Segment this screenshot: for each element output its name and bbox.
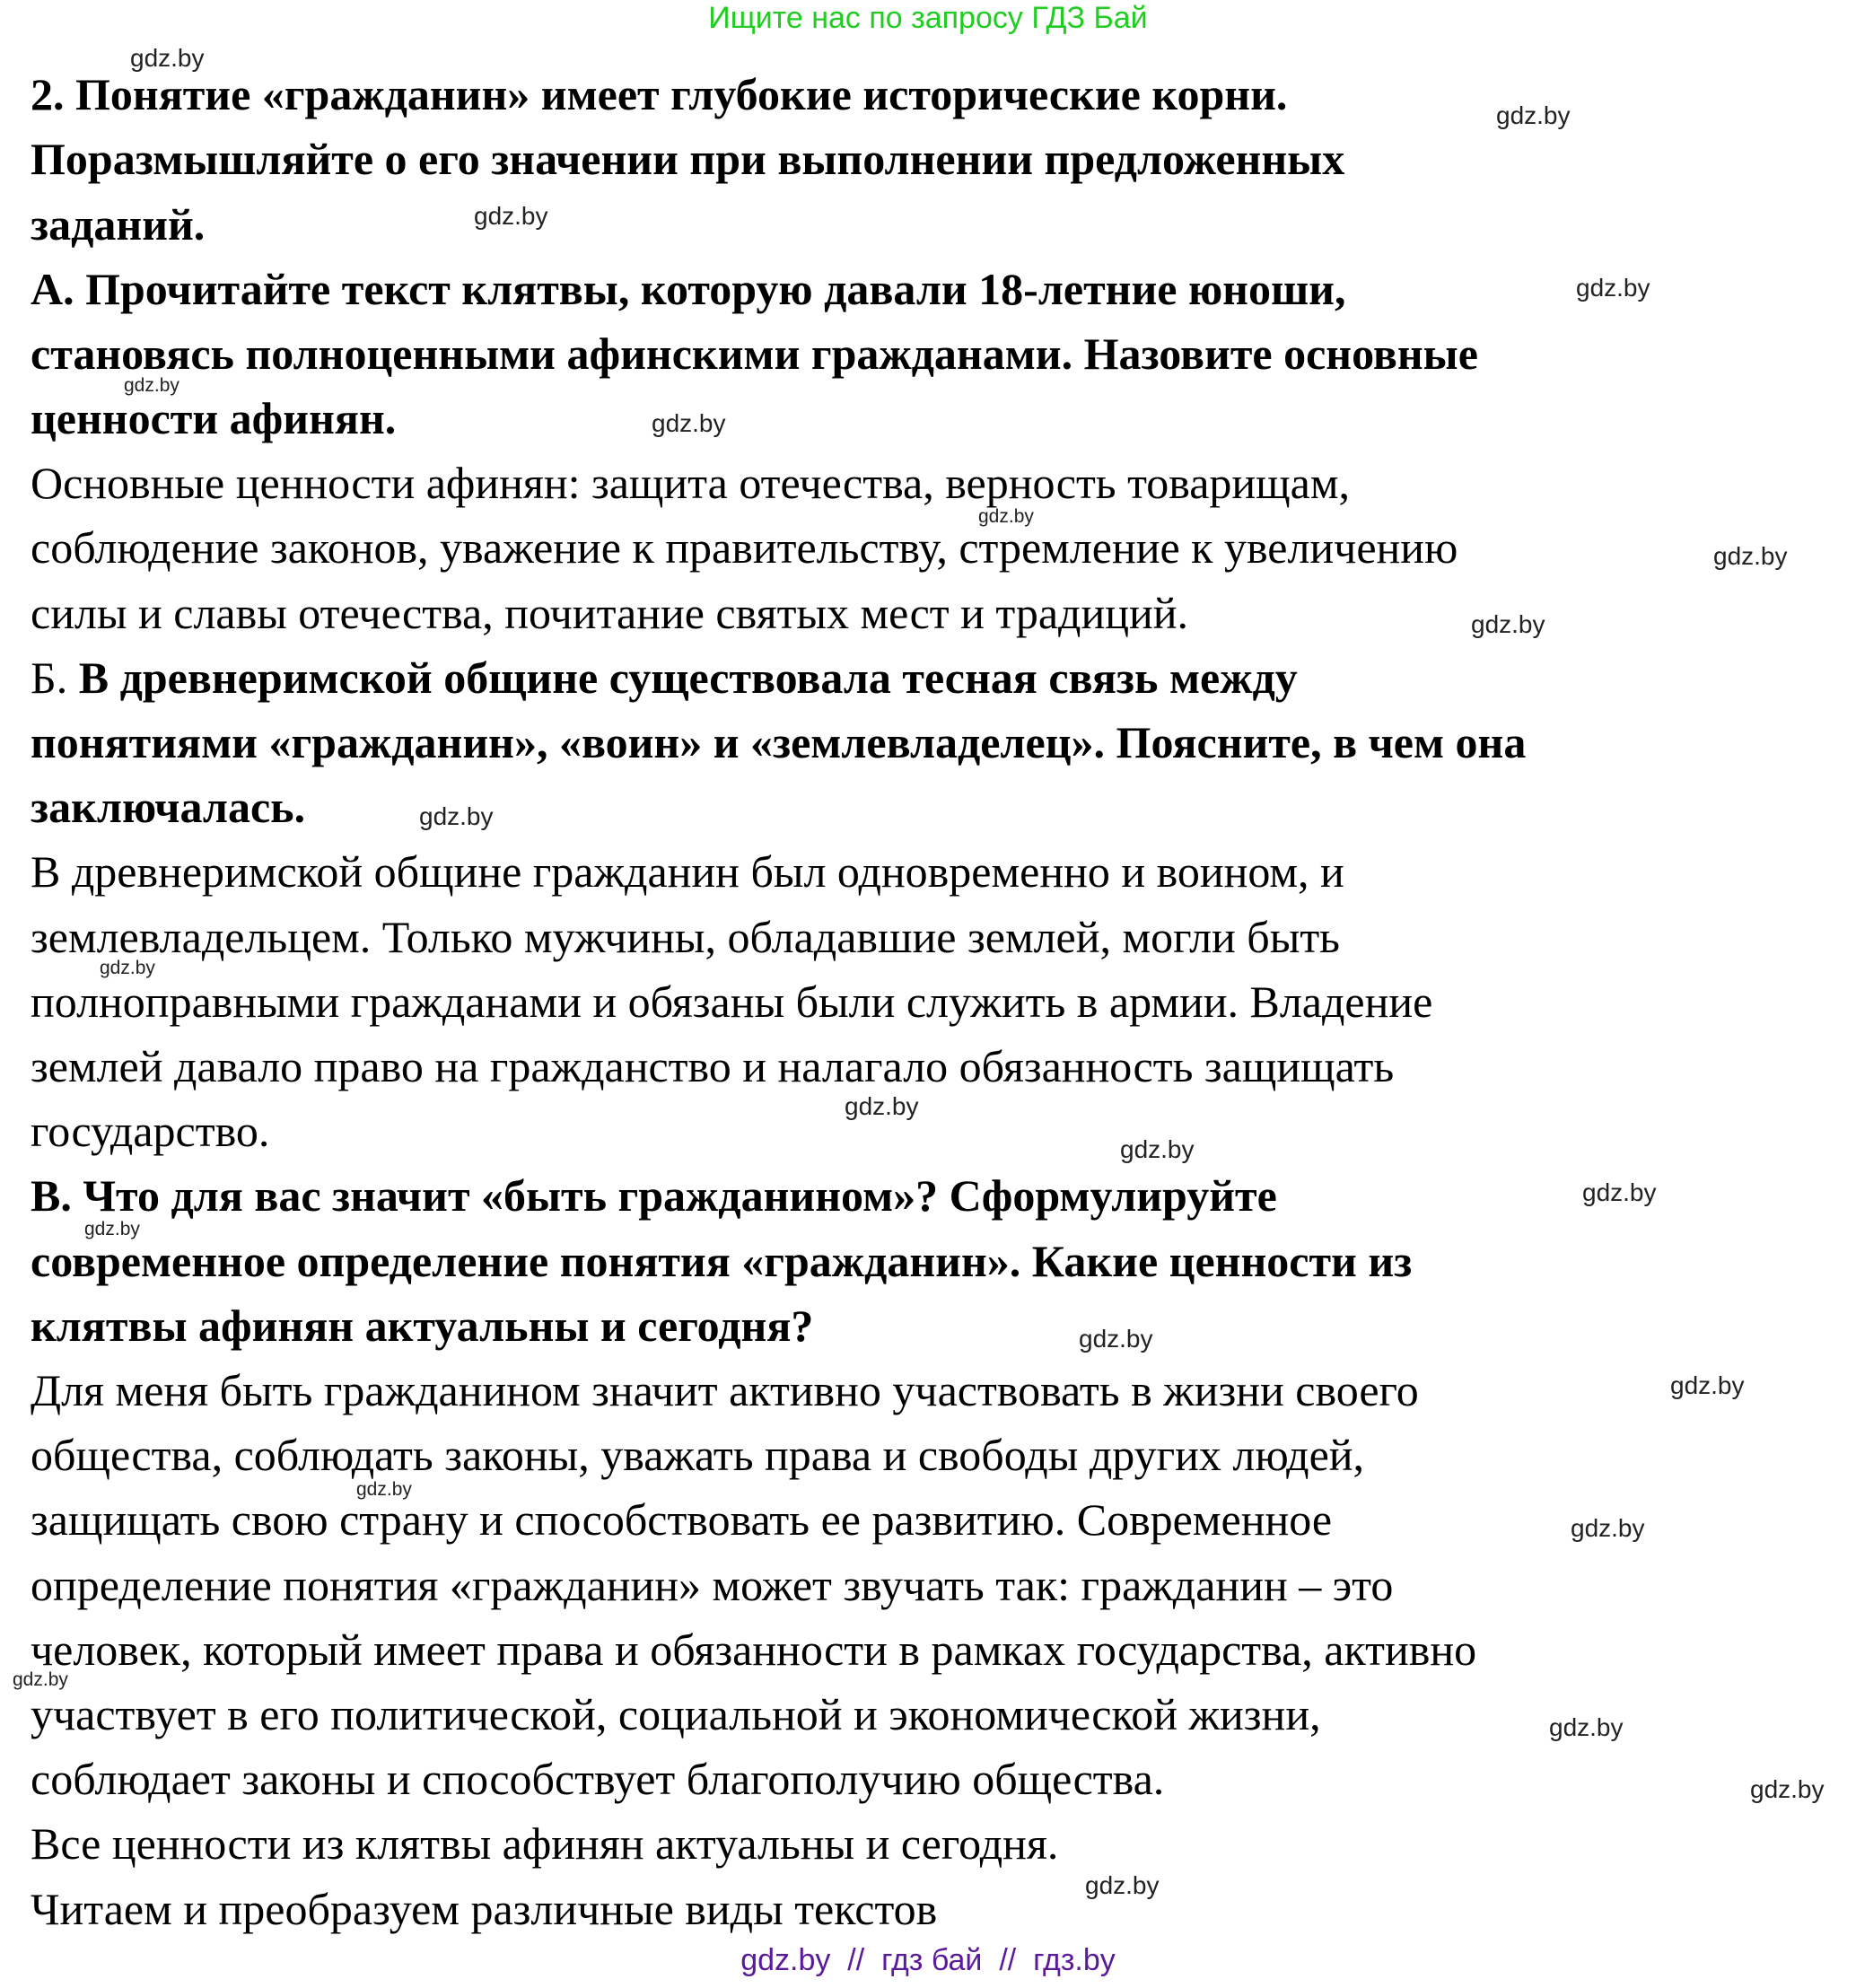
answer-c: Для меня быть гражданином значит активно участвовать в жизни своего	[31, 1365, 1419, 1415]
answer-c: участвует в его политической, социальной и экономической жизни,	[31, 1689, 1321, 1739]
watermark: gdz.by	[978, 506, 1034, 527]
question-b	[31, 645, 1298, 710]
question-b: понятиями «гражданин», «воин» и «землевладелец». Поясните, в чем она	[31, 717, 1527, 767]
watermark: gdz.by	[1549, 1713, 1624, 1741]
question-b-text: В древнеримской общине существовала тесная связь между	[78, 652, 1298, 703]
answer-b: государство.	[31, 1106, 270, 1156]
watermark: gdz.by	[1471, 610, 1545, 638]
question-b-label: Б.	[31, 652, 79, 703]
watermark: gdz.by	[1713, 542, 1788, 570]
watermark: gdz.by	[124, 375, 179, 396]
watermark: gdz.by	[13, 1669, 68, 1690]
watermark: gdz.by	[652, 409, 726, 437]
answer-c: общества, соблюдать законы, уважать права и свободы других людей,	[31, 1430, 1365, 1480]
answer-a: Основные ценности афинян: защита отечества, верность товарищам,	[31, 458, 1351, 508]
watermark: gdz.by	[1085, 1871, 1160, 1899]
answer-c: защищать свою страну и способствовать ее развитию. Современное	[31, 1494, 1333, 1545]
watermark: gdz.by	[1582, 1178, 1657, 1206]
watermark: gdz.by	[1120, 1135, 1195, 1163]
answer-b: землей давало право на гражданство и налагало обязанность защищать	[31, 1041, 1395, 1091]
question-c: современное определение понятия «гражданин». Какие ценности из	[31, 1236, 1413, 1286]
question-a: становясь полноценными афинскими гражданами. Назовите основные	[31, 328, 1478, 379]
answer-c: определение понятия «гражданин» может звучать так: гражданин – это	[31, 1560, 1394, 1610]
answer-a: силы и славы отечества, почитание святых мест и традиций.	[31, 588, 1189, 638]
answer-c: соблюдает законы и способствует благополучию общества.	[31, 1754, 1165, 1804]
watermark: gdz.by	[1576, 274, 1650, 302]
question-c: В. Что для вас значит «быть гражданином»? Сформулируйте	[31, 1170, 1277, 1221]
watermark: gdz.by	[1571, 1514, 1645, 1542]
watermark: gdz.by	[1750, 1775, 1825, 1803]
watermark: gdz.by	[1079, 1325, 1153, 1353]
watermark: gdz.by	[1670, 1371, 1745, 1399]
watermark: gdz.by	[100, 958, 155, 978]
watermark: gdz.by	[356, 1479, 412, 1500]
section-footer-text: Читаем и преобразуем различные виды текстов	[31, 1884, 938, 1934]
answer-c: Все ценности из клятвы афинян актуальны и сегодня.	[31, 1818, 1059, 1869]
answer-b: В древнеримской общине гражданин был одновременно и воином, и	[31, 846, 1344, 897]
task-heading: заданий.	[31, 199, 206, 250]
answer-b: землевладельцем. Только мужчины, обладавшие землей, могли быть	[31, 912, 1340, 962]
watermark: gdz.by	[130, 44, 205, 72]
answer-c: человек, который имеет права и обязанности в рамках государства, активно	[31, 1625, 1477, 1675]
question-c: клятвы афинян актуальны и сегодня?	[31, 1301, 814, 1351]
answer-a: соблюдение законов, уважение к правительству, стремление к увеличению	[31, 522, 1458, 573]
watermark: gdz.by	[1496, 101, 1571, 129]
footer-links[interactable]: gdz.by // гдз бай // гдз.by	[740, 1943, 1116, 1977]
task-heading: 2. Понятие «гражданин» имеет глубокие исторические корни.	[31, 69, 1288, 119]
watermark: gdz.by	[419, 802, 494, 830]
answer-b: полноправными гражданами и обязаны были служить в армии. Владение	[31, 976, 1433, 1027]
watermark: gdz.by	[845, 1092, 919, 1120]
task-heading: Поразмышляйте о его значении при выполнении предложенных	[31, 134, 1345, 184]
question-a: А. Прочитайте текст клятвы, которую давали 18-летние юноши,	[31, 264, 1346, 314]
search-hint-banner: Ищите нас по запросу ГДЗ Бай	[708, 1, 1148, 35]
question-a: ценности афинян.	[31, 393, 397, 443]
watermark: gdz.by	[474, 202, 548, 230]
watermark: gdz.by	[84, 1219, 140, 1239]
question-b: заключалась.	[31, 782, 306, 832]
